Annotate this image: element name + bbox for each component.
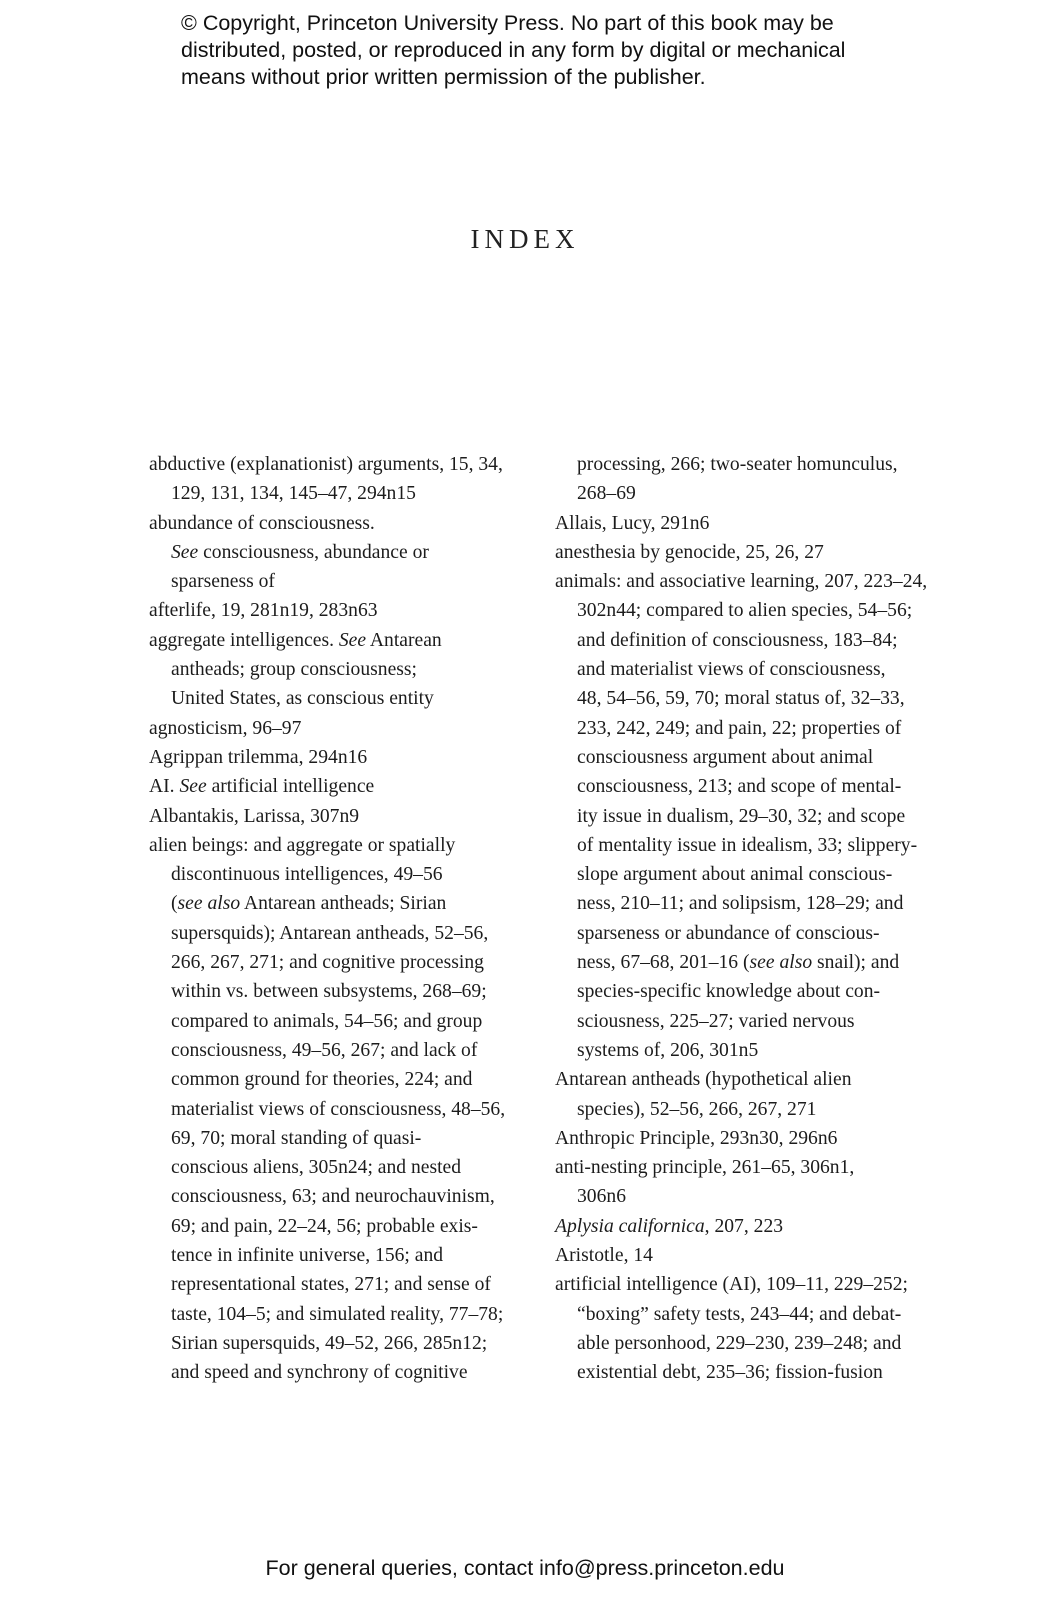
copyright-line: means without prior written permission of the publisher. [181,65,706,89]
index-line: 69; and pain, 22–24, 56; probable exis- [171,1215,478,1237]
index-line: anesthesia by genocide, 25, 26, 27 [555,541,824,563]
index-line: ity issue in dualism, 29–30, 32; and scope [577,805,906,827]
index-line: anti-nesting principle, 261–65, 306n1, [555,1157,855,1179]
index-line: slope argument about animal conscious- [577,864,893,886]
index-line: aggregate intelligences. See Antarean [149,629,442,651]
index-line: 129, 131, 134, 145–47, 294n15 [171,483,416,505]
index-line: (see also Antarean antheads; Sirian [171,893,447,915]
index-line: Antarean antheads (hypothetical alien [555,1069,852,1091]
index-line: conscious aliens, 305n24; and nested [171,1157,462,1179]
index-line: antheads; group consciousness; [171,659,417,681]
index-line: 233, 242, 249; and pain, 22; properties of [577,717,902,739]
index-line: species-specific knowledge about con- [577,981,881,1003]
index-line: materialist views of consciousness, 48–56, [171,1098,506,1120]
index-line: taste, 104–5; and simulated reality, 77–78; [171,1303,504,1325]
index-line: and speed and synchrony of cognitive [171,1362,468,1384]
index-column-left [149,450,519,1388]
index-line: processing, 266; two-seater homunculus, [577,454,898,475]
index-line: supersquids); Antarean antheads, 52–56, [171,922,489,944]
index-line: within vs. between subsystems, 268–69; [171,981,487,1003]
index-line: consciousness, 213; and scope of mental- [577,776,902,798]
index-line: sparseness or abundance of conscious- [577,922,880,944]
index-line: of mentality issue in idealism, 33; slippery- [577,834,918,856]
index-line: ness, 67–68, 201–16 (see also snail); and [577,952,900,974]
index-line: Agrippan trilemma, 294n16 [149,746,368,768]
index-line: Aristotle, 14 [555,1245,653,1267]
index-line: discontinuous intelligences, 49–56 [171,864,443,886]
index-line: abundance of consciousness. [149,512,375,534]
index-line: and definition of consciousness, 183–84; [577,629,898,651]
index-line: artificial intelligence (AI), 109–11, 229–252; [555,1274,908,1296]
index-line: compared to animals, 54–56; and group [171,1010,483,1032]
index-line: Albantakis, Larissa, 307n9 [149,805,360,827]
index-line: able personhood, 229–230, 239–248; and [577,1332,902,1354]
index-line: “boxing” safety tests, 243–44; and debat- [577,1303,902,1325]
index-line: 266, 267, 271; and cognitive processing [171,952,484,974]
contact-footer: For general queries, contact info@press.princeton.edu [265,1556,785,1580]
index-line: sparseness of [171,571,275,593]
index-line: representational states, 271; and sense of [171,1274,491,1296]
index-line: and materialist views of consciousness, [577,659,886,681]
index-column-right [555,450,928,1388]
index-line: species), 52–56, 266, 267, 271 [577,1098,817,1120]
page-title: INDEX [470,224,580,254]
index-line: systems of, 206, 301n5 [577,1039,759,1061]
index-line: 268–69 [577,483,636,505]
index-line: Anthropic Principle, 293n30, 296n6 [555,1127,838,1149]
index-line: afterlife, 19, 281n19, 283n63 [149,600,378,622]
index-line: 48, 54–56, 59, 70; moral status of, 32–33, [577,688,905,710]
index-line: agnosticism, 96–97 [149,717,302,739]
copyright-notice [181,10,901,91]
index-line: Sirian supersquids, 49–52, 266, 285n12; [171,1332,488,1354]
index-line: Aplysia californica, 207, 223 [555,1215,784,1237]
index-line: consciousness, 63; and neurochauvinism, [171,1186,495,1208]
index-line: United States, as conscious entity [171,688,434,710]
index-line: sciousness, 225–27; varied nervous [577,1010,855,1032]
index-line: 69, 70; moral standing of quasi- [171,1127,422,1149]
copyright-line: distributed, posted, or reproduced in any form by digital or mechanical [181,38,846,62]
index-line: ness, 210–11; and solipsism, 128–29; and [577,893,904,915]
index-line: See consciousness, abundance or [171,541,429,563]
index-line: tence in infinite universe, 156; and [171,1245,444,1267]
index-line: existential debt, 235–36; fission-fusion [577,1362,883,1384]
index-line: AI. See artificial intelligence [149,776,375,798]
index-line: consciousness, 49–56, 267; and lack of [171,1039,478,1061]
index-line: 302n44; compared to alien species, 54–56; [577,600,913,622]
copyright-line: © Copyright, Princeton University Press. No part of this book may be [181,11,834,35]
index-line: common ground for theories, 224; and [171,1069,473,1091]
index-line: consciousness argument about animal [577,746,874,768]
index-line: 306n6 [577,1186,626,1208]
index-line: alien beings: and aggregate or spatially [149,834,456,856]
index-line: Allais, Lucy, 291n6 [555,512,710,534]
index-line: abductive (explanationist) arguments, 15, 34, [149,454,503,475]
index-line: animals: and associative learning, 207, 223–24, [555,571,928,593]
